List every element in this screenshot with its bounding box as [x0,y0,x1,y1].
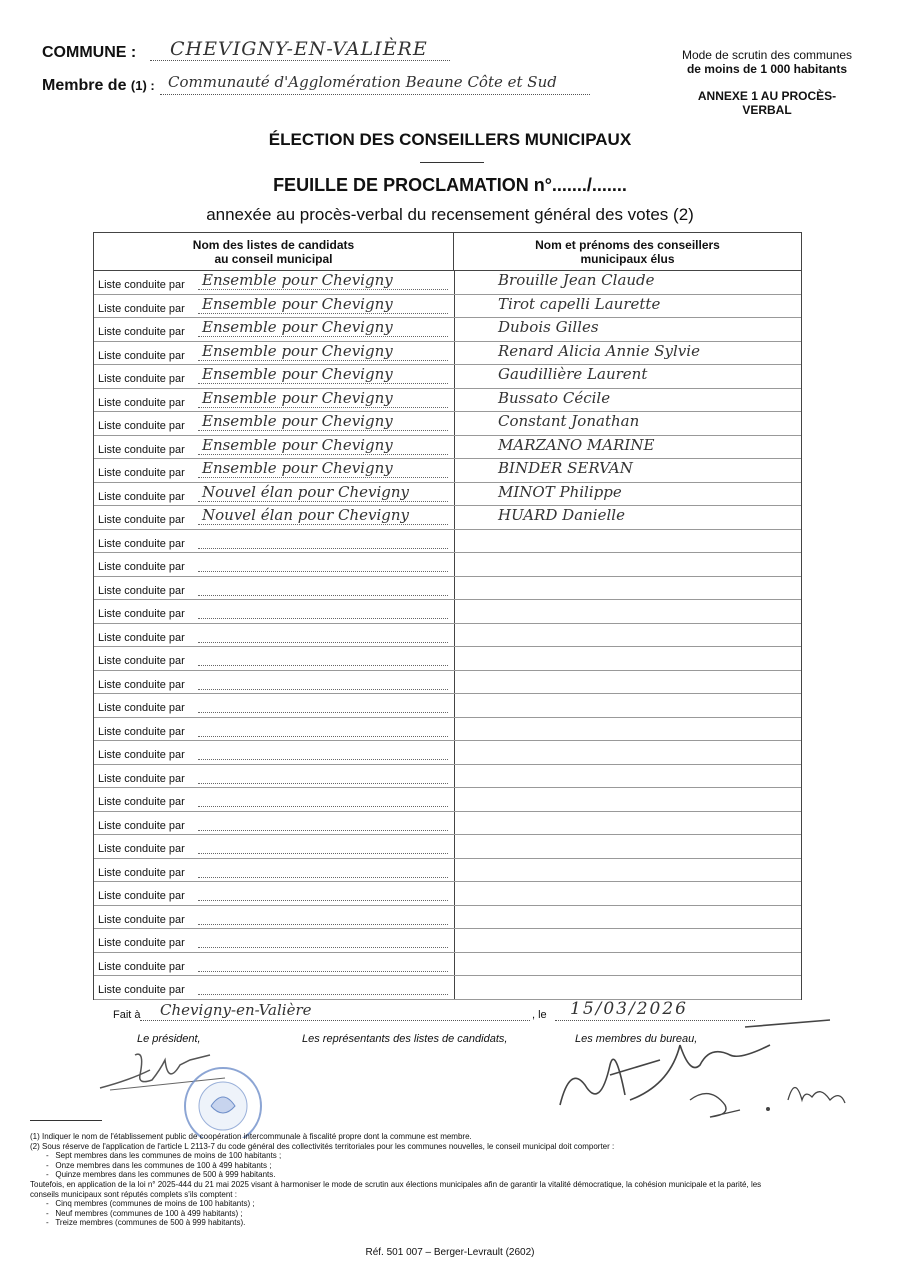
list-prefix: Liste conduite par [98,326,185,338]
elected-name: Bussato Cécile [498,388,611,407]
list-prefix: Liste conduite par [98,890,185,902]
list-cell [98,976,452,999]
list-cell [98,765,452,788]
list-name: Ensemble pour Chevigny [202,271,393,289]
elected-name: Renard Alicia Annie Sylvie [498,341,700,360]
elected-cell [458,718,798,741]
table-row [94,624,801,648]
list-cell [98,577,452,600]
table-row [94,859,801,883]
list-cell [98,365,452,388]
table-row [94,365,801,389]
col-right-line-1: Nom et prénoms des conseillers [535,237,720,252]
list-name: Ensemble pour Chevigny [202,388,393,407]
fait-label: Fait à [113,1009,141,1021]
elected-cell [458,835,798,858]
elected-name: Constant Jonathan [498,412,640,430]
list-cell [98,671,452,694]
footnote-law-item: Treize membres (communes de 500 à 999 habitants). [55,1218,246,1228]
elected-cell [458,647,798,670]
membre-note: (1) : [130,78,155,93]
table-row [94,436,801,460]
document-subtitle: FEUILLE DE PROCLAMATION n°......./....... [273,175,627,195]
list-prefix: Liste conduite par [98,960,185,973]
list-name: Ensemble pour Chevigny [202,435,393,454]
footnote-law-cont: conseils municipaux sont réputés complets s'ils comptent : [30,1189,237,1199]
list-dotline [198,689,448,690]
list-cell [98,788,452,811]
list-cell [98,530,452,553]
list-prefix: Liste conduite par [98,772,185,785]
list-prefix: Liste conduite par [98,749,185,761]
list-prefix: Liste conduite par [98,514,185,526]
list-cell [98,718,452,741]
list-prefix: Liste conduite par [98,655,185,667]
table-row [94,694,801,718]
list-dotline [198,806,448,807]
fait-date: 15/03/2026 [570,999,688,1019]
list-cell [98,553,452,576]
list-prefix: Liste conduite par [98,819,185,832]
list-prefix: Liste conduite par [98,631,185,644]
elected-name: Dubois Gilles [498,318,599,336]
elected-cell [458,882,798,905]
proclamation-table [93,232,802,1000]
list-name: Ensemble pour Chevigny [202,294,393,313]
list-prefix: Liste conduite par [98,702,185,714]
elected-cell [458,741,798,764]
footnote-law-item: Cinq membres (communes de moins de 100 habitants) ; [55,1199,255,1209]
list-dotline [198,783,448,784]
elected-name: Brouille Jean Claude [498,271,655,289]
elected-cell [458,553,798,576]
elected-cell [458,530,798,553]
list-dotline [198,618,448,619]
annex-line-2: VERBAL [742,103,792,117]
elected-cell [458,765,798,788]
commune-dotline [150,60,450,61]
table-row [94,553,801,577]
list-dotline [198,994,448,995]
list-cell [98,318,452,341]
list-cell [98,812,452,835]
list-name: Ensemble pour Chevigny [202,341,393,360]
list-cell [98,295,452,318]
table-row [94,271,801,295]
list-cell [98,483,452,506]
elected-cell [458,788,798,811]
list-prefix: Liste conduite par [98,796,185,808]
list-name: Ensemble pour Chevigny [202,459,393,477]
column-header-lists [94,233,454,271]
table-row [94,718,801,742]
footnote-2-item: Sept membres dans les communes de moins de 100 habitants ; [55,1151,282,1161]
elected-name: BINDER SERVAN [498,459,633,477]
list-prefix: Liste conduite par [98,302,185,315]
list-cell [98,694,452,717]
list-dotline [198,665,448,666]
table-row [94,647,801,671]
footnote-divider [30,1120,102,1121]
col-left-line-1: Nom des listes de candidats [192,237,355,252]
mode-line-2: de moins de 1 000 habitants [686,62,848,76]
list-cell [98,271,452,294]
elected-cell [458,694,798,717]
elected-cell [458,577,798,600]
list-prefix: Liste conduite par [98,937,185,949]
list-cell [98,929,452,952]
footnote-law-item: Neuf membres (communes de 100 à 499 habitants) ; [55,1208,243,1218]
table-row [94,600,801,624]
table-row [94,976,801,1000]
table-row [94,788,801,812]
list-prefix: Liste conduite par [98,467,185,479]
list-cell [98,859,452,882]
list-prefix: Liste conduite par [98,373,185,385]
elected-cell [458,906,798,929]
list-cell [98,835,452,858]
list-prefix: Liste conduite par [98,725,185,738]
elected-cell [458,929,798,952]
title-divider [420,162,484,163]
elected-cell [458,953,798,976]
list-dotline [198,947,448,948]
list-dotline [198,642,448,643]
list-prefix: Liste conduite par [98,420,185,432]
table-row [94,577,801,601]
column-header-elected [454,233,801,271]
list-prefix: Liste conduite par [98,984,185,996]
list-dotline [198,853,448,854]
list-cell [98,600,452,623]
list-dotline [198,900,448,901]
list-cell [98,906,452,929]
table-row [94,671,801,695]
mode-scrutin [660,48,874,76]
list-cell [98,436,452,459]
table-row [94,295,801,319]
table-row [94,459,801,483]
annex-label [660,89,874,117]
elected-cell [458,624,798,647]
list-dotline [198,971,448,972]
table-row [94,882,801,906]
list-dotline [198,548,448,549]
commune-label: COMMUNE : [42,44,137,61]
list-cell [98,412,452,435]
elected-cell [458,506,798,529]
list-dotline [198,736,448,737]
elected-cell [458,812,798,835]
list-dotline [198,571,448,572]
list-prefix: Liste conduite par [98,279,185,291]
list-prefix: Liste conduite par [98,490,185,503]
annex-line-1: ANNEXE 1 AU PROCÈS- [697,89,837,103]
reference-number: Réf. 501 007 – Berger-Levrault (2602) [365,1247,535,1258]
elected-name: Gaudillière Laurent [498,365,648,383]
table-row [94,506,801,530]
membre-dotline [160,94,590,95]
table-row [94,389,801,413]
mode-line-1: Mode de scrutin des communes [681,48,853,62]
fait-place: Chevigny-en-Valière [160,1001,312,1019]
elected-name: MARZANO MARINE [498,435,655,454]
table-row [94,765,801,789]
table-row [94,835,801,859]
list-dotline [198,830,448,831]
list-dotline [198,759,448,760]
list-cell [98,741,452,764]
list-name: Ensemble pour Chevigny [202,365,393,383]
list-prefix: Liste conduite par [98,584,185,597]
table-row [94,741,801,765]
list-prefix: Liste conduite par [98,537,185,550]
annexed-note: annexée au procès-verbal du recensement général des votes (2) [206,205,694,224]
table-row [94,812,801,836]
bureau-signatures [540,1015,860,1125]
list-prefix: Liste conduite par [98,443,185,456]
list-prefix: Liste conduite par [98,561,185,573]
footnote-2-item: Quinze membres dans les communes de 500 à 999 habitants. [55,1170,276,1180]
table-row [94,906,801,930]
list-dotline [198,924,448,925]
fait-dotline [140,1020,530,1021]
footnote-2: (2) Sous réserve de l'application de l'article L 2113-7 du code général des collectivités territoriales pour les communes nouvelles, le conseil municipal doit comporter : [30,1141,615,1151]
commune-value: CHEVIGNY-EN-VALIÈRE [170,38,428,60]
footnote-1: (1) Indiquer le nom de l'établissement public de coopération intercommunale à fiscalité propre dont la commune est membre. [30,1132,472,1141]
list-prefix: Liste conduite par [98,866,185,879]
list-dotline [198,877,448,878]
list-name: Nouvel élan pour Chevigny [202,482,410,501]
list-dotline [198,595,448,596]
mairie-stamp [175,1058,285,1138]
footnote-law: Toutefois, en application de la loi n° 2025-444 du 21 mai 2025 visant à harmoniser le mode de scrutin aux élections municipales afin de garantir la vitalité démocratique, la cohésion municipale et la parité, les [30,1179,762,1189]
representants-label: Les représentants des listes de candidats, [302,1033,508,1045]
col-left-line-2: au conseil municipal [214,251,333,266]
table-row [94,929,801,953]
list-cell [98,624,452,647]
date-label: , le [532,1009,547,1021]
membre-value: Communauté d'Agglomération Beaune Côte et Sud [168,73,557,91]
list-prefix: Liste conduite par [98,913,185,926]
table-row [94,483,801,507]
membre-label [42,77,155,95]
list-cell [98,647,452,670]
list-cell [98,506,452,529]
list-name: Nouvel élan pour Chevigny [202,506,410,524]
list-cell [98,459,452,482]
col-right-line-2: municipaux élus [580,251,675,266]
list-prefix: Liste conduite par [98,349,185,362]
president-label: Le président, [137,1033,201,1045]
list-prefix: Liste conduite par [98,608,185,620]
list-prefix: Liste conduite par [98,396,185,409]
elected-name: Tirot capelli Laurette [498,294,661,313]
document-title: ÉLECTION DES CONSEILLERS MUNICIPAUX [268,130,632,149]
table-row [94,342,801,366]
list-cell [98,342,452,365]
elected-cell [458,671,798,694]
elected-cell [458,976,798,999]
bureau-label: Les membres du bureau, [575,1033,698,1045]
list-cell [98,389,452,412]
table-row [94,412,801,436]
table-row [94,530,801,554]
footnote-2-item: Onze membres dans les communes de 100 à 499 habitants ; [55,1160,272,1170]
elected-cell [458,859,798,882]
list-name: Ensemble pour Chevigny [202,412,393,430]
list-prefix: Liste conduite par [98,843,185,855]
list-dotline [198,712,448,713]
list-cell [98,953,452,976]
table-row [94,953,801,977]
membre-label-text: Membre de [42,77,127,94]
list-name: Ensemble pour Chevigny [202,318,393,336]
elected-cell [458,600,798,623]
elected-name: HUARD Danielle [498,506,625,524]
footnotes: (1) Indiquer le nom de l'établissement public de coopération intercommunale à fiscalité propre dont la commune est membre. (2) Sous réserve de l'application de l'article L 2113-7 du code général des collectivités territoriales pour les communes nouvelles, le conseil municipal doit comporter : - Sept membres dans les communes de moins de 100 habitants ; - Onze membres dans les communes de 100 à 499 habitants ; - Quinze membres dans les communes de 500 à 999 habitants. Toutefois, en application de la loi n° 2025-444 du 21 mai 2025 visant à harmoniser le mode de scrutin aux élections municipales afin de garantir la vitalité démocratique, la cohésion municipale et la parité, les conseils municipaux sont réputés complets s'ils comptent : - Cinq membres (communes de moins de 100 habitants) ; - Neuf membres (communes de 100 à 499 habitants) ; - Treize membres (communes de 500 à 999 habitants). [30,1132,875,1228]
elected-name: MINOT Philippe [498,482,622,501]
list-cell [98,882,452,905]
list-prefix: Liste conduite par [98,678,185,691]
